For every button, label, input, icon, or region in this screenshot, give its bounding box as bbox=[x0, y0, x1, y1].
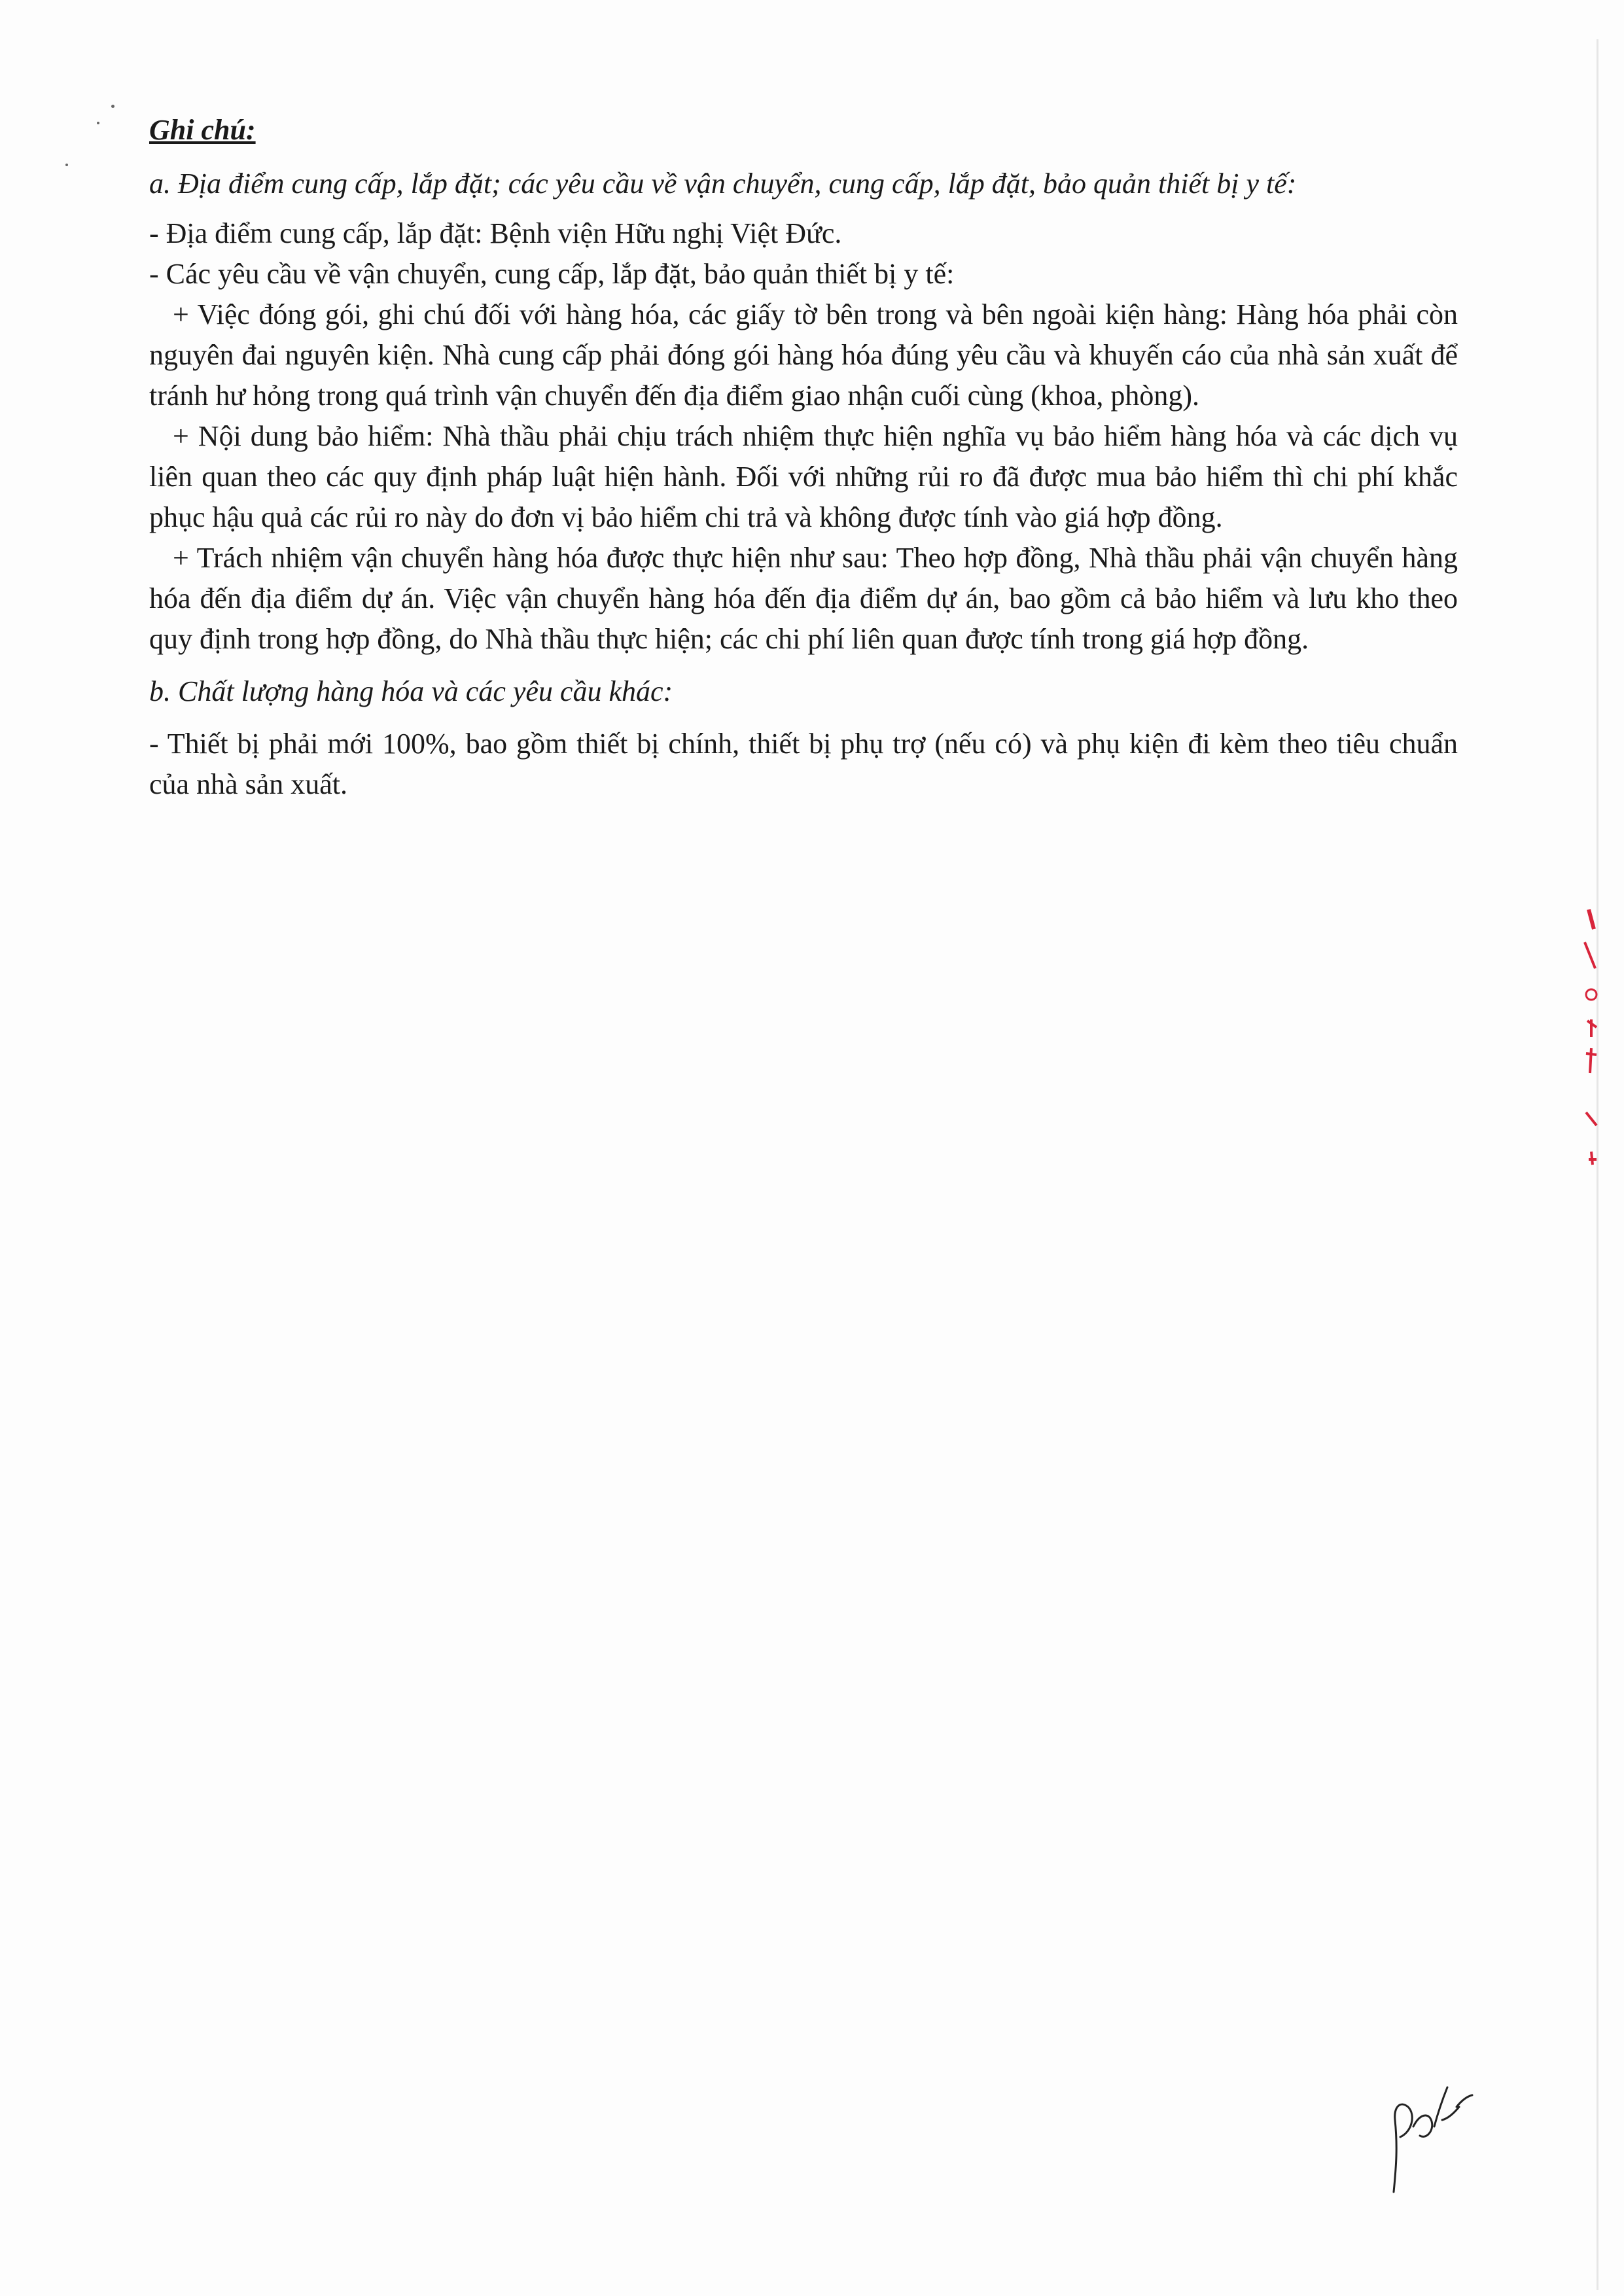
requirements-intro: - Các yêu cầu về vận chuyển, cung cấp, lắp đặt, bảo quản thiết bị y tế: bbox=[149, 258, 955, 290]
insurance-paragraph: + Nội dung bảo hiểm: Nhà thầu phải chịu trách nhiệm thực hiện nghĩa vụ bảo hiểm hàng hóa và các dịch vụ liên quan theo các quy định pháp luật hiện hành. Đối với những rủi ro đã được mua bảo hiểm thì chi phí khắc phục hậu quả các rủi ro này do đơn vị bảo hiểm chi trả và không được tính vào giá hợp đồng. bbox=[149, 420, 1458, 533]
scan-speck bbox=[65, 164, 68, 166]
scan-speck bbox=[97, 122, 99, 124]
section-a-title: a. Địa điểm cung cấp, lắp đặt; các yêu cầu về vận chuyển, cung cấp, lắp đặt, bảo quản thiết bị y tế: bbox=[149, 168, 1297, 200]
partial-stamp-icon bbox=[1562, 903, 1602, 1178]
new-equipment-line: - Thiết bị phải mới 100%, bao gồm thiết bị chính, thiết bị phụ trợ (nếu có) và phụ kiện đi kèm theo tiêu chuẩn của nhà sản xuất. bbox=[149, 728, 1458, 800]
packaging-paragraph: + Việc đóng gói, ghi chú đối với hàng hóa, các giấy tờ bên trong và bên ngoài kiện hàng: Hàng hóa phải còn nguyên đai nguyên kiện. Nhà cung cấp phải đóng gói hàng hóa đúng yêu cầu và khuyến cáo của nhà sản xuất để tránh hư hỏng trong quá trình vận chuyển đến địa điểm giao nhận cuối cùng (khoa, phòng). bbox=[149, 298, 1458, 412]
transport-paragraph: + Trách nhiệm vận chuyển hàng hóa được thực hiện như sau: Theo hợp đồng, Nhà thầu phải vận chuyển hàng hóa đến địa điểm dự án. Việc vận chuyển hàng hóa đến địa điểm dự án, bao gồm cả bảo hiểm và lưu kho theo quy định trong hợp đồng, do Nhà thầu thực hiện; các chi phí liên quan được tính trong giá hợp đồng. bbox=[149, 542, 1458, 655]
section-b-title: b. Chất lượng hàng hóa và các yêu cầu khác: bbox=[149, 675, 673, 707]
document-body bbox=[149, 110, 1458, 805]
signature-icon bbox=[1374, 2081, 1479, 2199]
location-line: - Địa điểm cung cấp, lắp đặt: Bệnh viện Hữu nghị Việt Đức. bbox=[149, 217, 842, 249]
notes-heading: Ghi chú: bbox=[149, 114, 256, 146]
scan-speck bbox=[111, 105, 115, 108]
